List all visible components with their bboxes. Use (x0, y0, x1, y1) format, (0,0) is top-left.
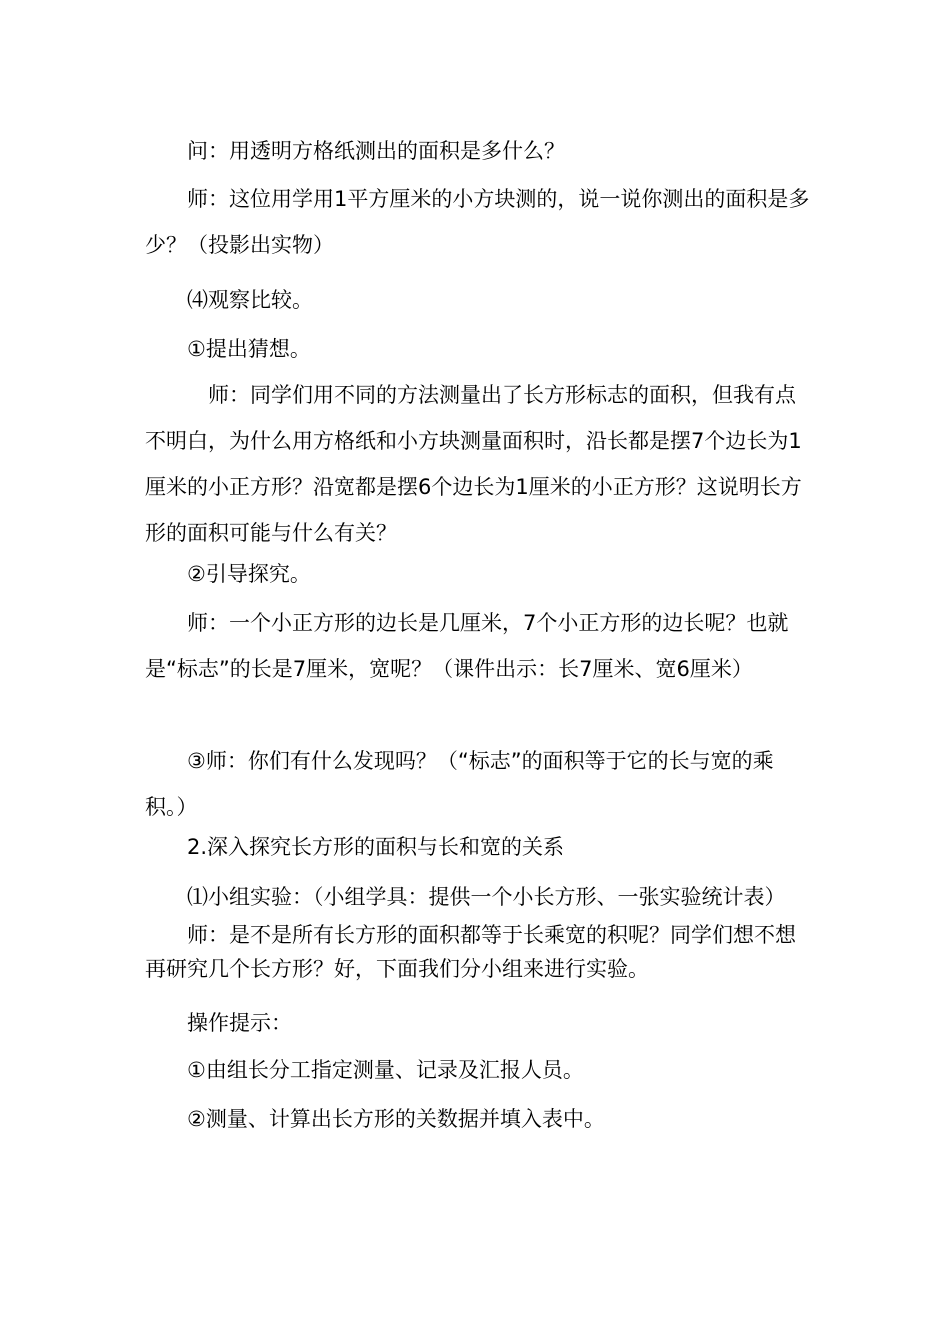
paragraph-teacher-4: 师：是不是所有长方形的面积都等于长乘宽的积呢？同学们想不想再研究几个长方形？好，下面我们分小组来进行实验。 (145, 923, 796, 981)
paragraph-observe-compare: ⑷观察比较。 (187, 288, 313, 312)
paragraph-teacher-3: 师：一个小正方形的边长是几厘米，7个小正方形的边长呢？也就是“标志”的长是7厘米，宽呢？（课件出示：长7厘米、宽6厘米） (145, 611, 789, 681)
paragraph-teacher-1: 师：这位用学用1平方厘米的小方块测的，说一说你测出的面积是多少？（投影出实物） (145, 187, 810, 257)
paragraph-tip-2: ②测量、计算出长方形的关数据并填入表中。 (187, 1107, 605, 1131)
paragraph-propose-guess: ①提出猜想。 (187, 337, 311, 361)
paragraph-question: 问：用透明方格纸测出的面积是多什么？ (187, 139, 565, 163)
paragraph-discovery: ③师：你们有什么发现吗？（“标志”的面积等于它的长与宽的乘积。） (145, 749, 774, 819)
section-heading-2: 2.深入探究长方形的面积与长和宽的关系 (187, 835, 565, 859)
paragraph-guide-explore: ②引导探究。 (187, 562, 311, 586)
paragraph-operation-tips: 操作提示： (187, 1011, 292, 1035)
paragraph-teacher-2: 师：同学们用不同的方法测量出了长方形标志的面积，但我有点不明白，为什么用方格纸和小方块测量面积时，沿长都是摆7个边长为1厘米的小正方形？沿宽都是摆6个边长为1厘米的小正方形？这说明长方形的面积可能与什么有关？ (145, 383, 802, 545)
paragraph-group-experiment: ⑴小组实验：（小组学具：提供一个小长方形、一张实验统计表） (187, 885, 786, 909)
paragraph-tip-1: ①由组长分工指定测量、记录及汇报人员。 (187, 1058, 584, 1082)
